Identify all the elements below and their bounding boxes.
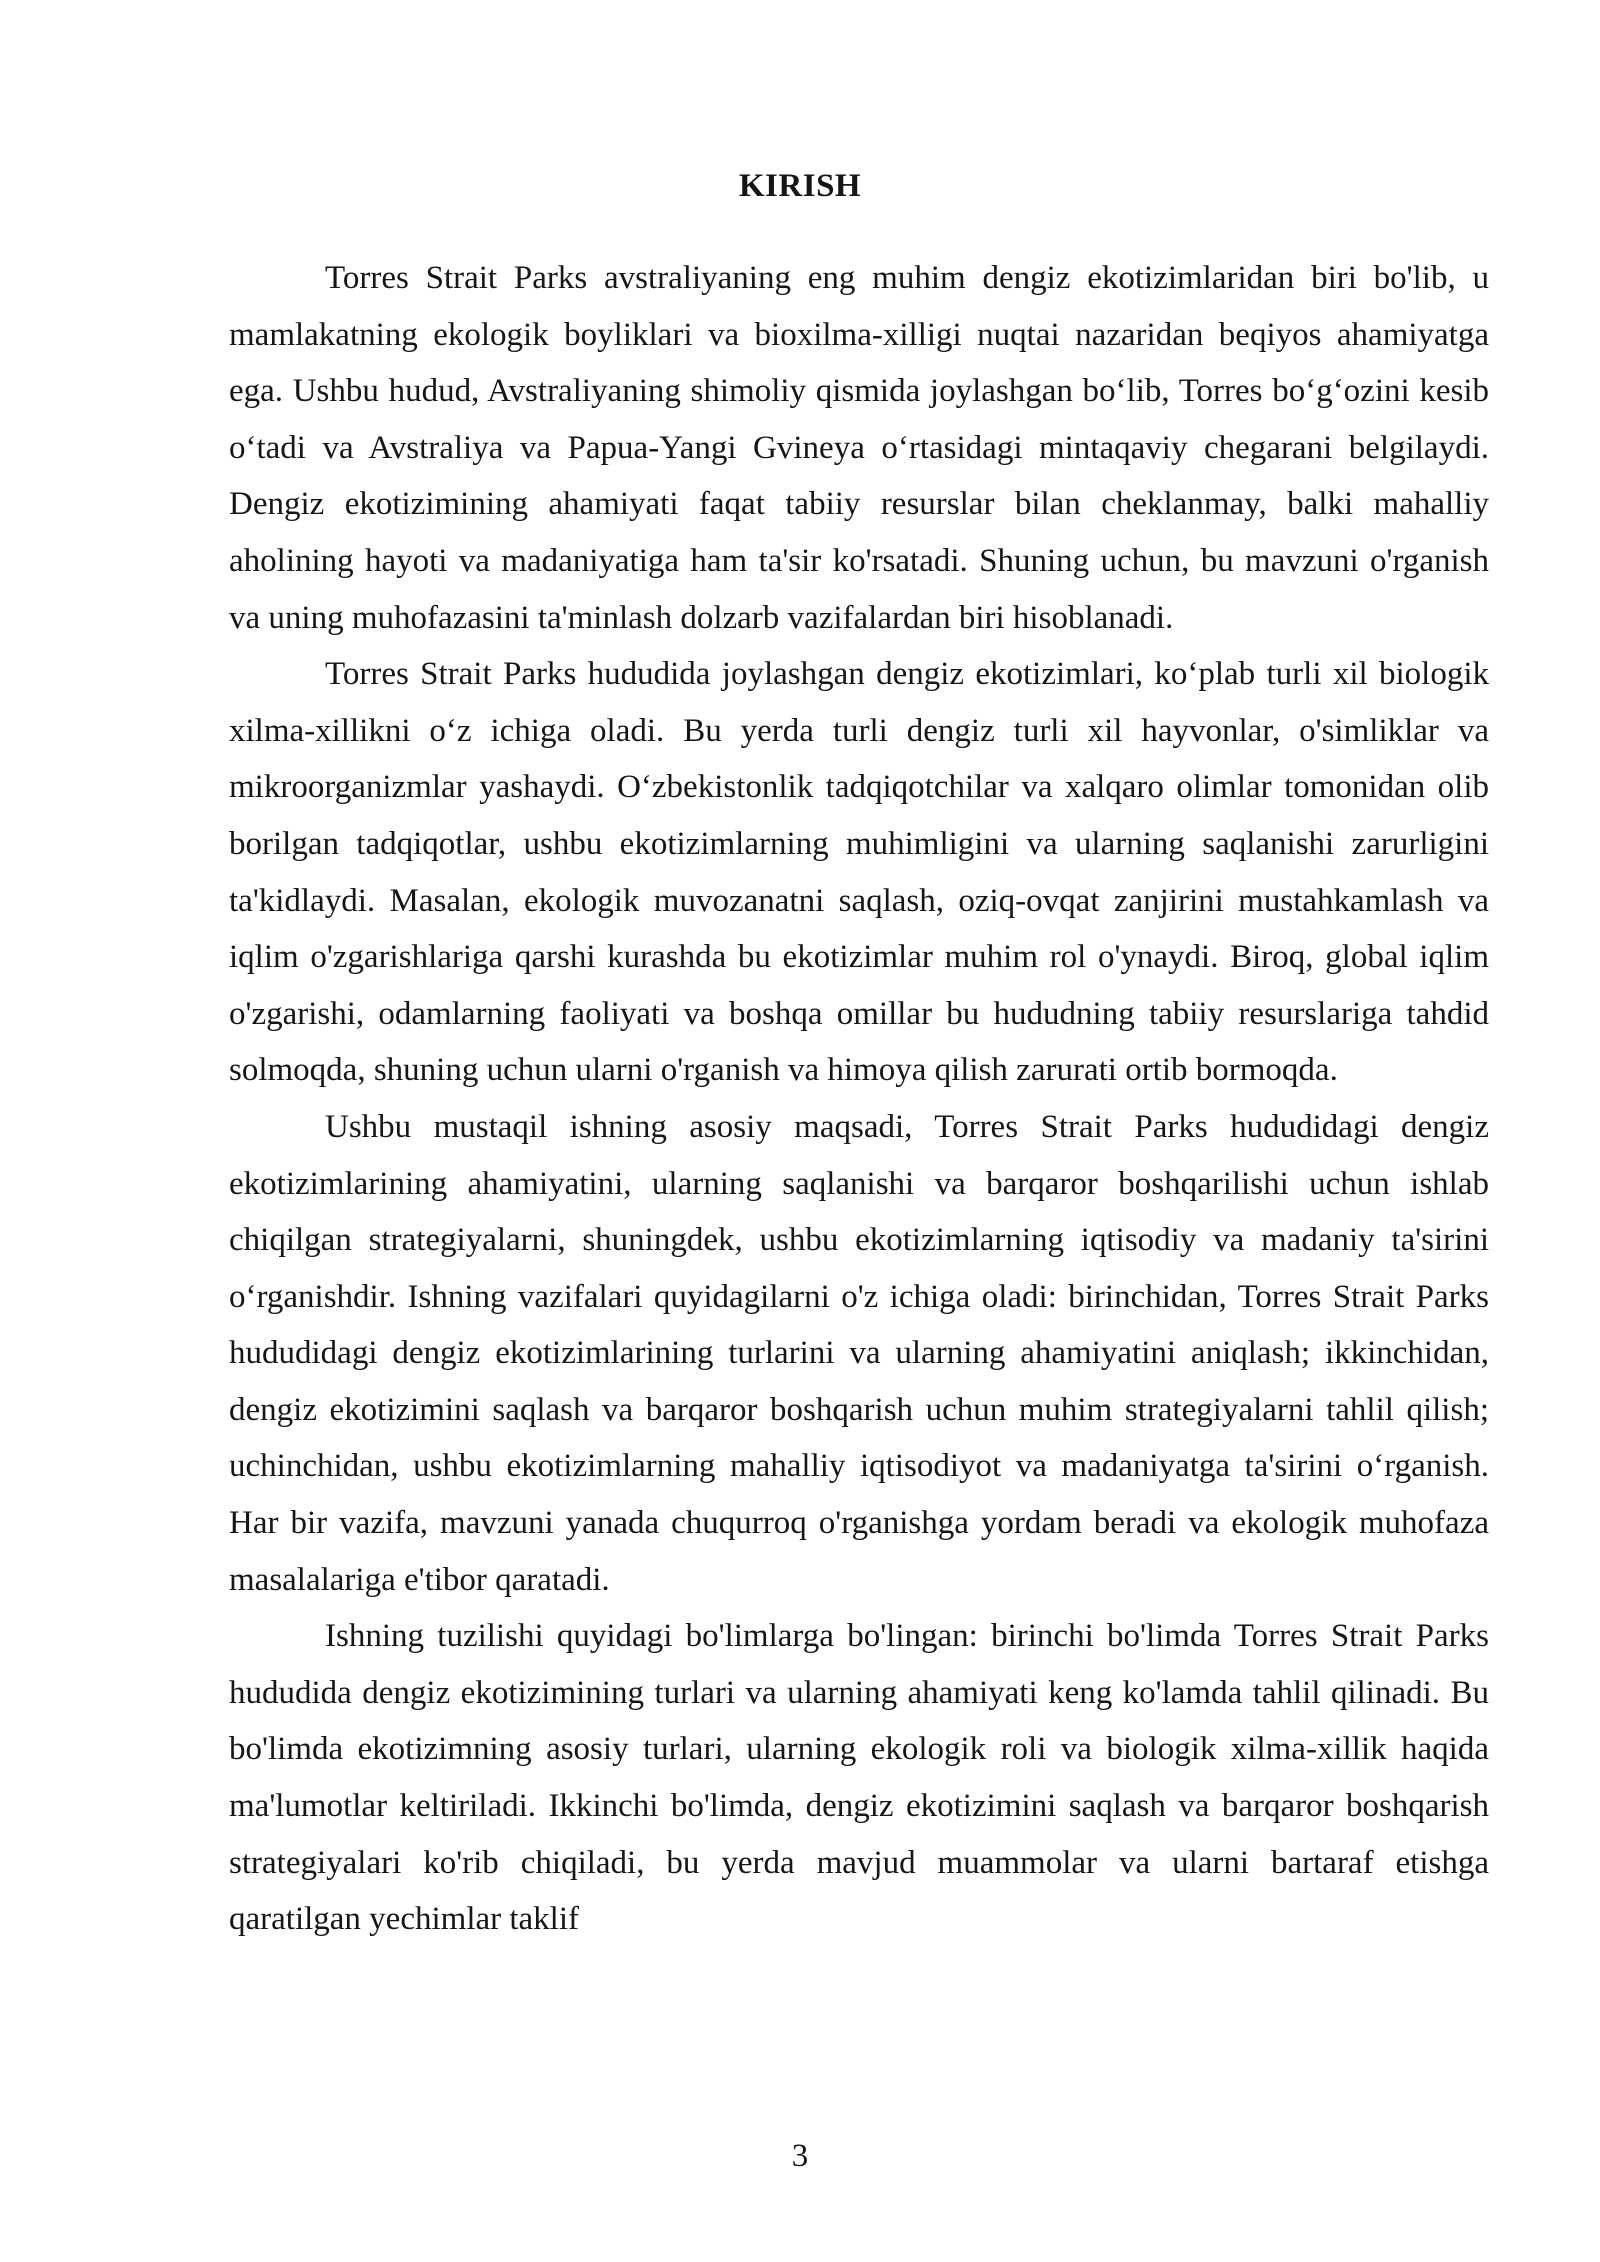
paragraph-structure: Ishning tuzilishi quyidagi bo'limlarga bo'lingan: birinchi bo'limda Torres Strait Parks hududida dengiz ekotizimining turlari va ularning ahamiyati keng ko'lamda tahlil qilinadi. Bu bo'limda ekotizimning asosiy turlari, ularning ekologik roli va biologik xilma-xillik haqida ma'lumotlar keltiriladi. Ikkinchi bo'limda, dengiz ekotizimini saqlash va barqaror boshqarish strategiyalari ko'rib chiqiladi, bu yerda mavjud muammolar va ularni bartaraf etishga qaratilgan yechimlar taklif <box>229 1618 1489 1938</box>
page-number: 3 <box>791 2138 809 2174</box>
paragraph-introduction: Torres Strait Parks avstraliyaning eng muhim dengiz ekotizimlaridan biri bo'lib, u mamlakatning ekologik boyliklari va bioxilma-xilligi nuqtai nazaridan beqiyos ahamiyatga ega. Ushbu hudud, Avstraliyaning shimoliy qismida joylashgan bo‘lib, Torres bo‘g‘ozini kesib o‘tadi va Avstraliya va Papua-Yangi Gvineya o‘rtasidagi mintaqaviy chegarani belgilaydi. Dengiz ekotizimining ahamiyati faqat tabiiy resurslar bilan cheklanmay, balki mahalliy aholining hayoti va madaniyatiga ham ta'sir ko'rsatadi. Shuning uchun, bu mavzuni o'rganish va uning muhofazasini ta'minlash dolzarb vazifalardan biri hisoblanadi. <box>229 260 1489 636</box>
body-text <box>229 250 1489 1948</box>
section-heading: KIRISH <box>738 168 862 204</box>
paragraph-aims-and-tasks: Ushbu mustaqil ishning asosiy maqsadi, Torres Strait Parks hududidagi dengiz ekotizimlarining ahamiyatini, ularning saqlanishi va barqaror boshqarilishi uchun ishlab chiqilgan strategiyalarni, shuningdek, ushbu ekotizimlarning iqtisodiy va madaniy ta'sirini o‘rganishdir. Ishning vazifalari quyidagilarni o'z ichiga oladi: birinchidan, Torres Strait Parks hududidagi dengiz ekotizimlarining turlarini va ularning ahamiyatini aniqlash; ikkinchidan, dengiz ekotizimini saqlash va barqaror boshqarish uchun muhim strategiyalarni tahlil qilish; uchinchidan, ushbu ekotizimlarning mahalliy iqtisodiyot va madaniyatga ta'sirini o‘rganish. Har bir vazifa, mavzuni yanada chuqurroq o'rganishga yordam beradi va ekologik muhofaza masalalariga e'tibor qaratadi. <box>229 1108 1489 1598</box>
paragraph-biodiversity: Torres Strait Parks hududida joylashgan dengiz ekotizimlari, ko‘plab turli xil biologik xilma-xillikni o‘z ichiga oladi. Bu yerda turli dengiz turli xil hayvonlar, o'simliklar va mikroorganizmlar yashaydi. O‘zbekistonlik tadqiqotchilar va xalqaro olimlar tomonidan olib borilgan tadqiqotlar, ushbu ekotizimlarning muhimligini va ularning saqlanishi zarurligini ta'kidlaydi. Masalan, ekologik muvozanatni saqlash, oziq-ovqat zanjirini mustahkamlash va iqlim o'zgarishlariga qarshi kurashda bu ekotizimlar muhim rol o'ynaydi. Biroq, global iqlim o'zgarishi, odamlarning faoliyati va boshqa omillar bu hududning tabiiy resurslariga tahdid solmoqda, shuning uchun ularni o'rganish va himoya qilish zarurati ortib bormoqda. <box>229 656 1489 1089</box>
